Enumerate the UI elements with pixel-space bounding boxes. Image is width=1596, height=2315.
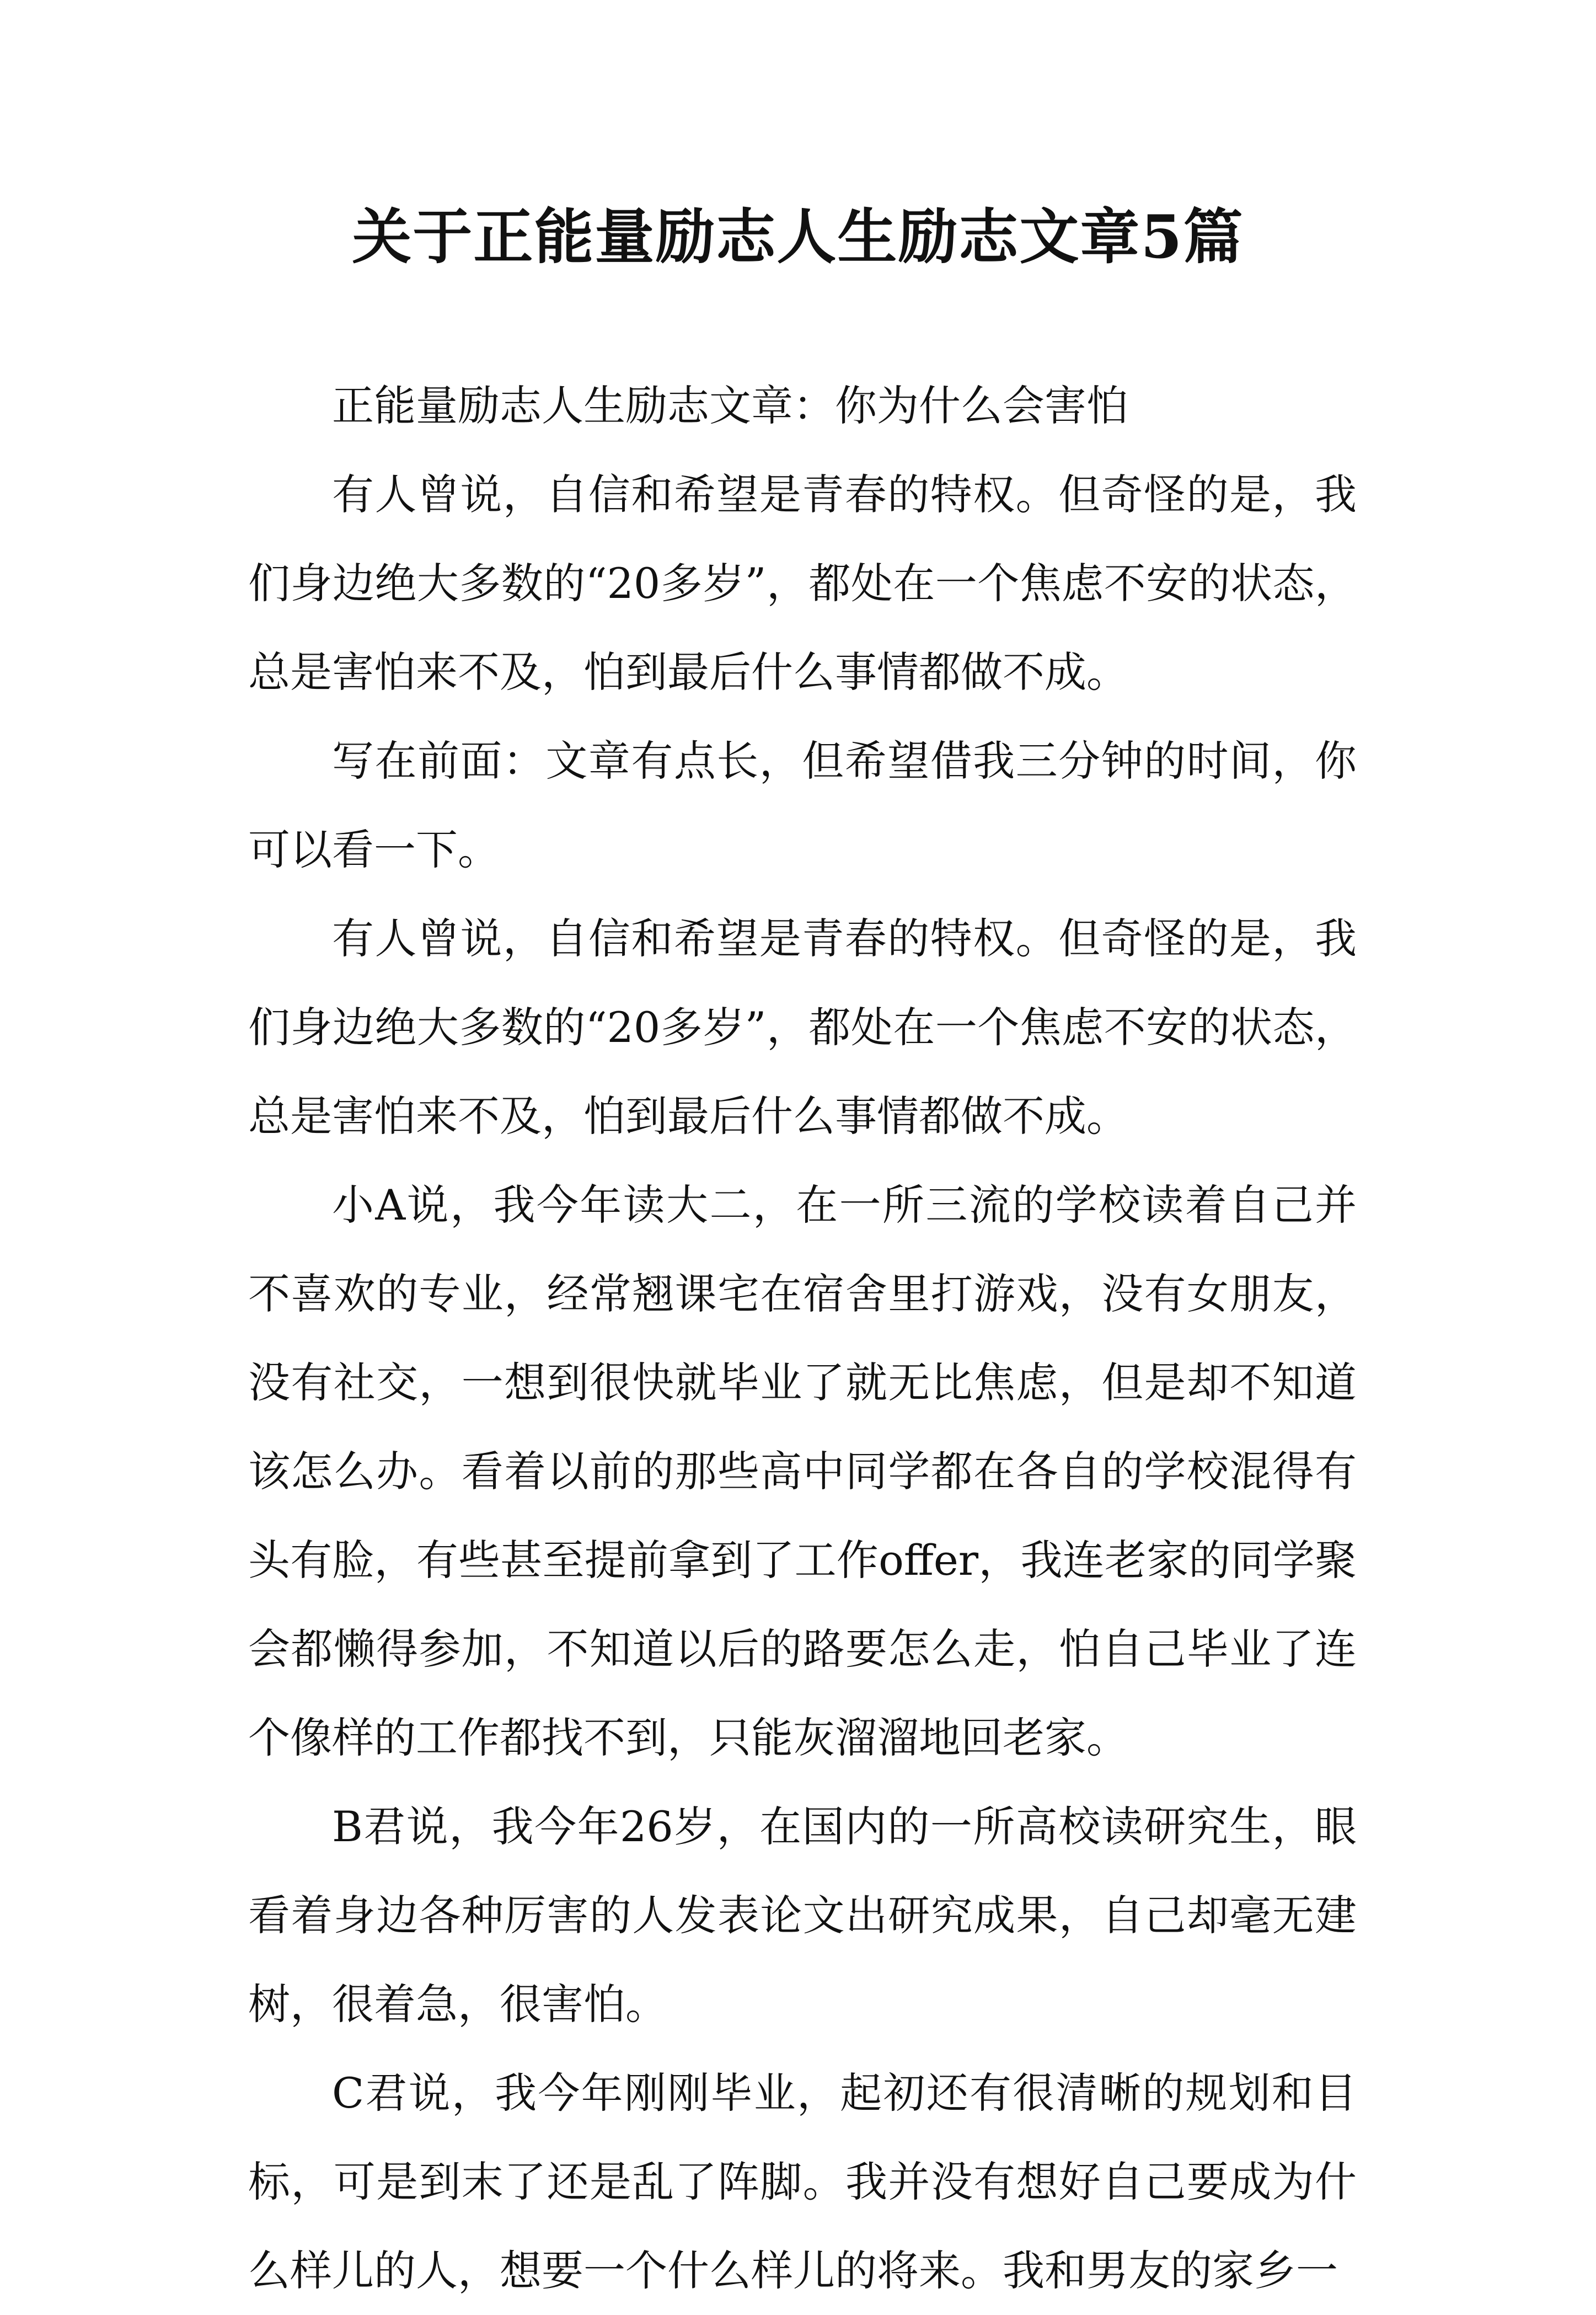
- paragraph: 有人曾说，自信和希望是青春的特权。但奇怪的是，我们身边绝大多数的“20多岁”，都处在一个焦虑不安的状态，总是害怕来不及，怕到最后什么事情都做不成。: [248, 470, 1357, 697]
- paragraph: 写在前面：文章有点长，但希望借我三分钟的时间，你可以看一下。: [248, 736, 1357, 874]
- paragraph: B君说，我今年26岁，在国内的一所高校读研究生，眼看着身边各种厉害的人发表论文出研究成果，自己却毫无建树，很着急，很害怕。: [248, 1802, 1357, 2029]
- document-title: 关于正能量励志人生励志文章5篇: [352, 202, 1244, 272]
- paragraph: 小A说，我今年读大二，在一所三流的学校读着自己并不喜欢的专业，经常翘课宅在宿舍里打游戏，没有女朋友，没有社交，一想到很快就毕业了就无比焦虑，但是却不知道该怎么办。看着以前的那些高中同学都在各自的学校混得有头有脸，有些甚至提前拿到了工作offer，我连老家的同学聚会都懒得参加，不知道以后的路要怎么走，怕自己毕业了连个像样的工作都找不到，只能灰溜溜地回老家。: [248, 1180, 1357, 1762]
- document-body: [248, 361, 1357, 2315]
- paragraph: C君说，我今年刚刚毕业，起初还有很清晰的规划和目标，可是到末了还是乱了阵脚。我并没有想好自己要成为什么样儿的人，想要一个什么样儿的将来。我和男友的家乡一: [248, 2068, 1357, 2295]
- paragraph: 有人曾说，自信和希望是青春的特权。但奇怪的是，我们身边绝大多数的“20多岁”，都处在一个焦虑不安的状态，总是害怕来不及，怕到最后什么事情都做不成。: [248, 914, 1357, 1141]
- paragraph-subtitle: 正能量励志人生励志文章：你为什么会害怕: [332, 381, 1128, 430]
